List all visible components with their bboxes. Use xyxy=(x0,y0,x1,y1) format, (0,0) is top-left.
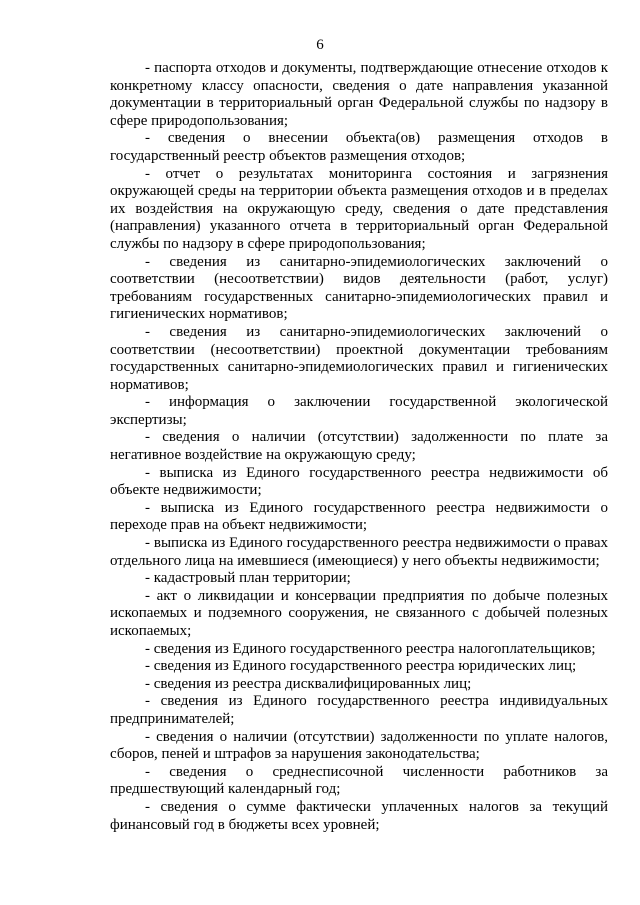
list-item: - сведения из Единого государственного реестра налогоплательщиков; xyxy=(145,640,596,657)
list-item: - сведения о внесении объекта(ов) размещения отходов в государственный реестр объектов размещения отходов; xyxy=(110,130,608,164)
list-item: - сведения о среднесписочной численности работников за предшествующий календарный год; xyxy=(110,763,608,798)
list-item: - сведения из Единого государственного реестра индивидуальных предпринимателей; xyxy=(110,693,608,727)
list-item: - сведения из санитарно-эпидемиологических заключений о соответствии (несоответствии) видов деятельности (работ, услуг) требованиям государственных санитарно-эпидемиологических правил и гигиенических нормативов; xyxy=(110,253,608,323)
document-body xyxy=(110,60,608,834)
list-item: - паспорта отходов и документы, подтверждающие отнесение отходов к конкретному классу опасности, сведения о дате направления указанной документации в территориальный орган Федеральной службы по надзору в сфере природопользования; xyxy=(110,60,608,129)
list-item: - сведения из реестра дисквалифицированных лиц; xyxy=(145,675,472,692)
list-item: - информация о заключении государственной экологической экспертизы; xyxy=(110,394,608,428)
list-item: - выписка из Единого государственного реестра недвижимости о правах отдельного лица на имевшиеся (имеющиеся) у него объекты недвижимости; xyxy=(110,535,608,569)
list-item: - сведения о наличии (отсутствии) задолженности по уплате налогов, сборов, пеней и штрафов за нарушения законодательства; xyxy=(110,728,608,763)
list-item: - выписка из Единого государственного реестра недвижимости об объекте недвижимости; xyxy=(110,464,608,499)
list-item: - акт о ликвидации и консервации предприятия по добыче полезных ископаемых и подземного сооружения, не связанного с добычей полезных ископаемых; xyxy=(110,587,608,639)
list-item: - сведения о сумме фактически уплаченных налогов за текущий финансовый год в бюджеты всех уровней; xyxy=(110,798,608,833)
list-item: - кадастровый план территории; xyxy=(145,570,351,587)
page-number: 6 xyxy=(316,37,324,53)
list-item: - отчет о результатах мониторинга состояния и загрязнения окружающей среды на территории объекта размещения отходов и в пределах их воздействия на окружающую среду, сведения о дате представления (направления) указанного отчета в территориальный орган Федеральной службы по надзору в сфере природопользования; xyxy=(110,165,608,252)
list-item: - выписка из Единого государственного реестра недвижимости о переходе прав на объект недвижимости; xyxy=(110,499,608,534)
list-item: - сведения из Единого государственного реестра юридических лиц; xyxy=(145,658,577,675)
list-item: - сведения о наличии (отсутствии) задолженности по плате за негативное воздействие на окружающую среду; xyxy=(110,429,608,464)
list-item: - сведения из санитарно-эпидемиологических заключений о соответствии (несоответствии) проектной документации требованиям государственных санитарно-эпидемиологических правил и гигиенических нормативов; xyxy=(110,323,608,393)
